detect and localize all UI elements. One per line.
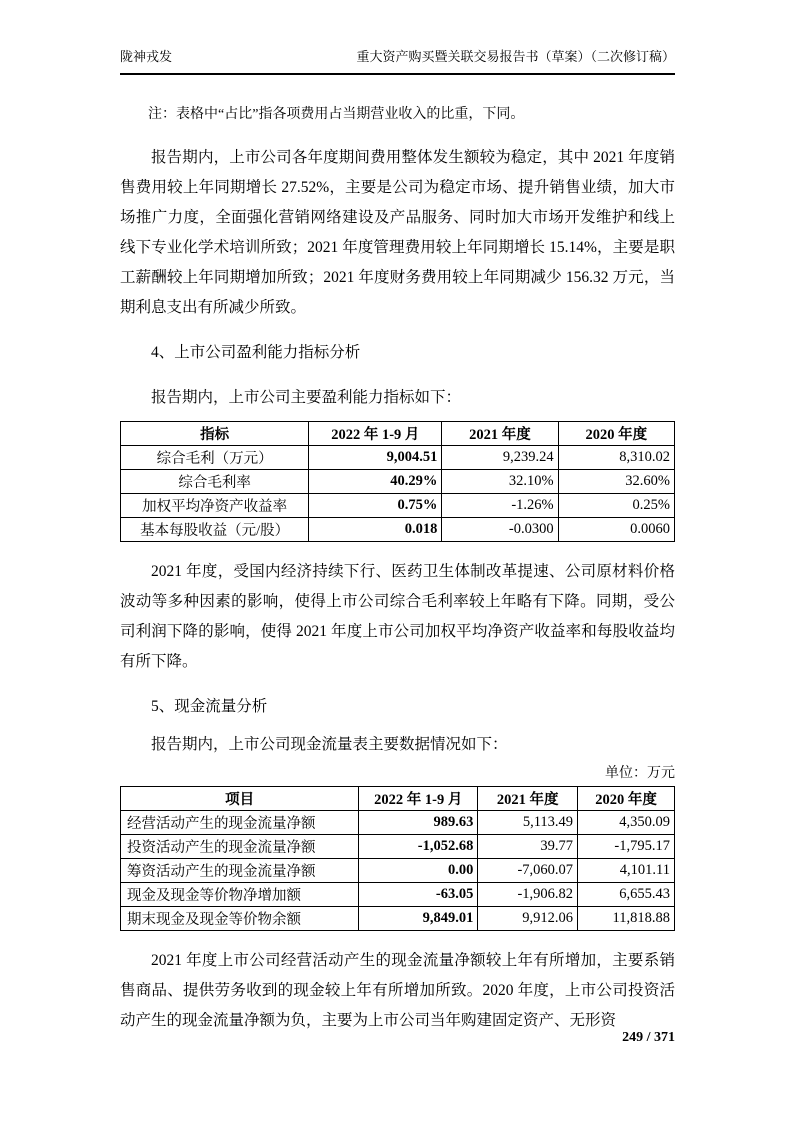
- paragraph-profit-analysis: 2021 年度，受国内经济持续下行、医药卫生体制改革提速、公司原材料价格波动等多种因素的影响，使得上市公司综合毛利率较上年略有下降。同期，受公司利润下降的影响，使得 2021 年度上市公司加权平均净资产收益率和每股收益均有所下降。: [120, 563, 675, 670]
- table-cell: 39.77: [478, 835, 578, 859]
- intro-cashflow: 报告期内，上市公司现金流量表主要数据情况如下：: [151, 736, 508, 753]
- column-header: 2021 年度: [478, 787, 578, 811]
- table-row: [121, 446, 675, 470]
- table-cell: 4,101.11: [578, 859, 675, 883]
- table-cell: -1.26%: [442, 494, 558, 518]
- page-number: 249 / 371: [622, 1030, 675, 1045]
- row-label: 综合毛利（万元）: [121, 446, 309, 470]
- table-cell: 8,310.02: [558, 446, 674, 470]
- row-label: 基本每股收益（元/股）: [121, 518, 309, 542]
- table-cell: 0.00: [359, 859, 478, 883]
- table-cell: 32.10%: [442, 470, 558, 494]
- header-right-title: 重大资产购买暨关联交易报告书（草案）（二次修订稿）: [356, 49, 675, 64]
- table-row: [121, 494, 675, 518]
- table-row: [121, 859, 675, 883]
- column-header: 2022 年 1-9 月: [359, 787, 478, 811]
- row-label: 综合毛利率: [121, 470, 309, 494]
- column-header: 指标: [121, 422, 309, 446]
- table-cell: 11,818.88: [578, 907, 675, 931]
- column-header: 2020 年度: [558, 422, 674, 446]
- row-label: 筹资活动产生的现金流量净额: [121, 859, 359, 883]
- profit-indicators-table: [120, 421, 675, 542]
- row-label: 经营活动产生的现金流量净额: [121, 811, 359, 835]
- table-cell: 4,350.09: [578, 811, 675, 835]
- row-label: 现金及现金等价物净增加额: [121, 883, 359, 907]
- table-header-row: [121, 422, 675, 446]
- row-label: 期末现金及现金等价物余额: [121, 907, 359, 931]
- table-row: [121, 907, 675, 931]
- table-cell: 40.29%: [309, 470, 442, 494]
- row-label: 加权平均净资产收益率: [121, 494, 309, 518]
- table-cell: 0.018: [309, 518, 442, 542]
- intro-profit-indicators: 报告期内，上市公司主要盈利能力指标如下：: [151, 389, 462, 406]
- table-row: [121, 835, 675, 859]
- table-cell: 9,849.01: [359, 907, 478, 931]
- table-row: [121, 883, 675, 907]
- table-cell: 0.75%: [309, 494, 442, 518]
- table-footnote: 注：表格中“占比”指各项费用占当期营业收入的比重，下同。: [148, 107, 525, 122]
- unit-label: 单位：万元: [605, 766, 675, 781]
- heading-profit-indicators: 4、上市公司盈利能力指标分析: [151, 344, 361, 361]
- column-header: 2020 年度: [578, 787, 675, 811]
- table-cell: 32.60%: [558, 470, 674, 494]
- cashflow-table: [120, 786, 675, 931]
- table-cell: 9,239.24: [442, 446, 558, 470]
- header-left-title: 陇神戎发: [120, 49, 173, 64]
- table-cell: 6,655.43: [578, 883, 675, 907]
- table-header-row: [121, 787, 675, 811]
- table-cell: -1,906.82: [478, 883, 578, 907]
- table-cell: 5,113.49: [478, 811, 578, 835]
- table-row: [121, 518, 675, 542]
- table-cell: 9,912.06: [478, 907, 578, 931]
- row-label: 投资活动产生的现金流量净额: [121, 835, 359, 859]
- table-cell: 9,004.51: [309, 446, 442, 470]
- column-header: 2022 年 1-9 月: [309, 422, 442, 446]
- table-row: [121, 811, 675, 835]
- table-cell: 0.0060: [558, 518, 674, 542]
- column-header: 项目: [121, 787, 359, 811]
- page-header: [120, 46, 675, 75]
- column-header: 2021 年度: [442, 422, 558, 446]
- table-cell: -63.05: [359, 883, 478, 907]
- heading-cashflow: 5、现金流量分析: [151, 698, 268, 715]
- table-cell: -0.0300: [442, 518, 558, 542]
- table-cell: 0.25%: [558, 494, 674, 518]
- table-row: [121, 470, 675, 494]
- table-cell: -7,060.07: [478, 859, 578, 883]
- paragraph-cashflow-analysis: 2021 年度上市公司经营活动产生的现金流量净额较上年有所增加，主要系销售商品、提供劳务收到的现金较上年有所增加所致。2020 年度，上市公司投资活动产生的现金流量净额为负，主要为上市公司当年购建固定资产、无形资: [120, 952, 675, 1029]
- table-cell: 989.63: [359, 811, 478, 835]
- page-content: [120, 90, 675, 1036]
- table-cell: -1,052.68: [359, 835, 478, 859]
- paragraph-expense-analysis: 报告期内，上市公司各年度期间费用整体发生额较为稳定，其中 2021 年度销售费用较上年同期增长 27.52%，主要是公司为稳定市场、提升销售业绩，加大市场推广力度，全面强化营销网络建设及产品服务、同时加大市场开发维护和线上线下专业化学术培训所致；2021 年度管理费用较上年同期增长 15.14%，主要是职工薪酬较上年同期增加所致；2021 年度财务费用较上年同期减少 156.32 万元，当期利息支出有所减少所致。: [120, 149, 675, 316]
- table-cell: -1,795.17: [578, 835, 675, 859]
